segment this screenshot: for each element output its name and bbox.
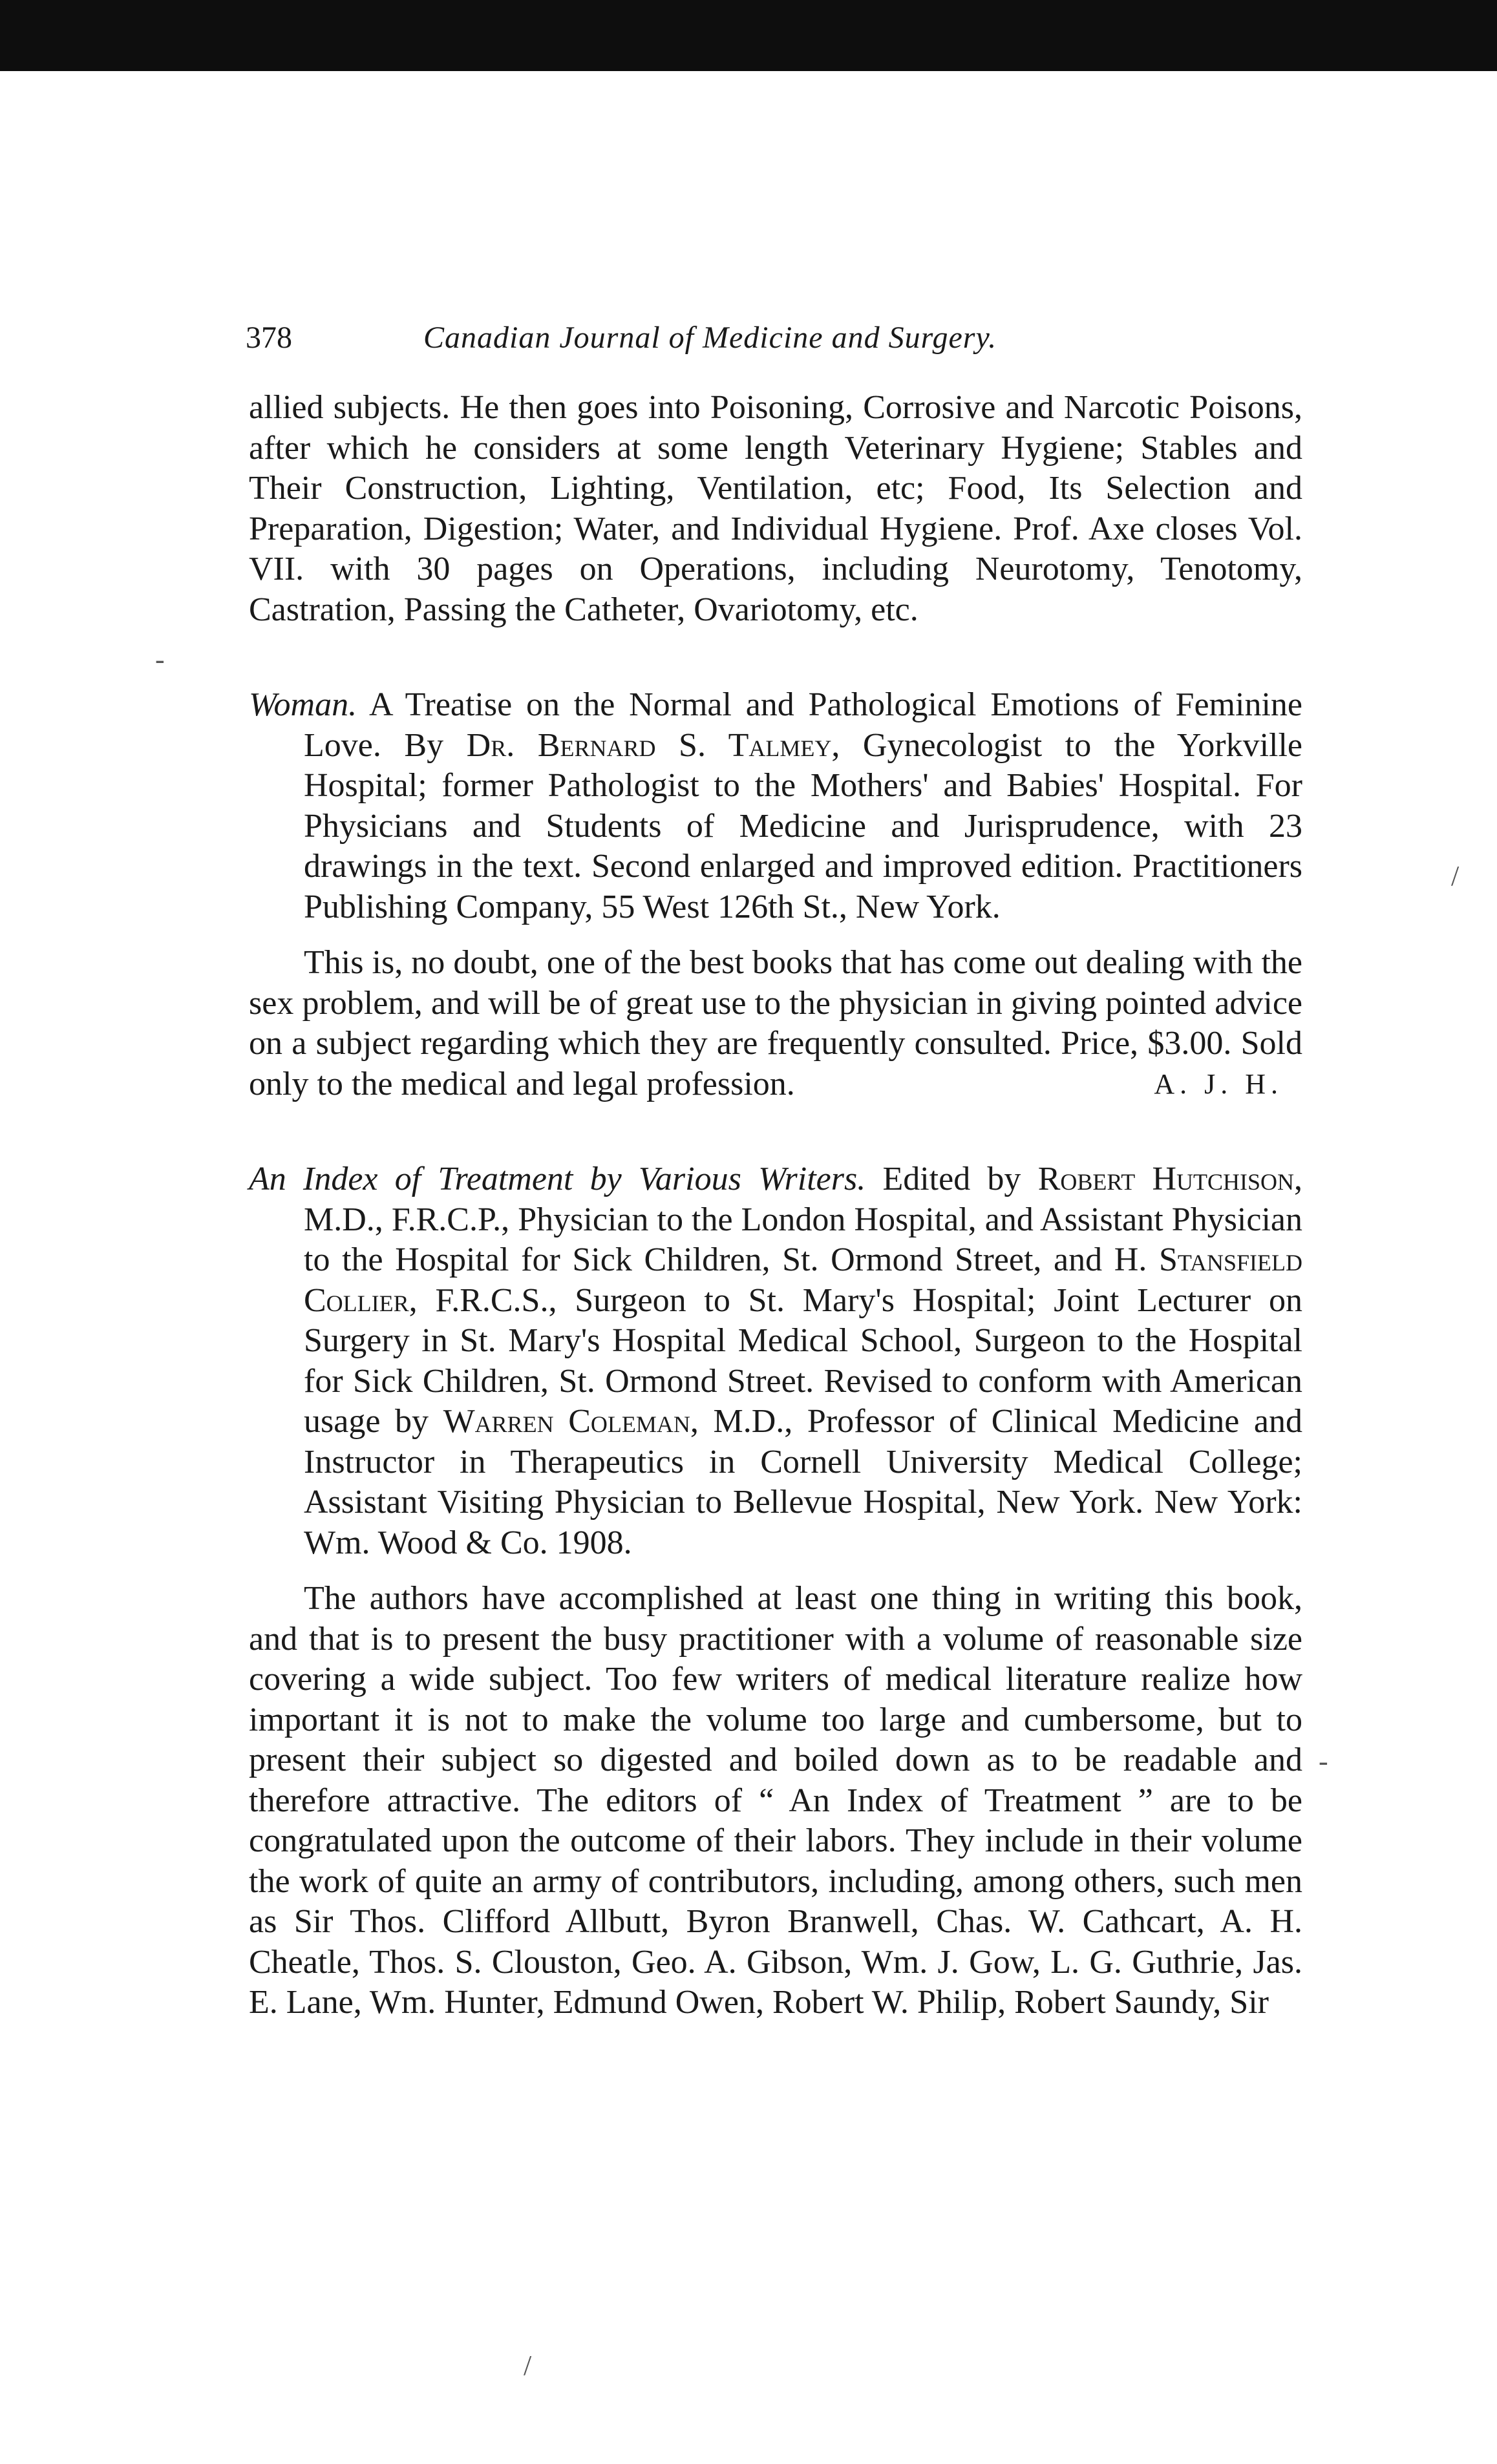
citation-text: M.D., F.R.C.P., Physician to the London Hospital, and Assistant Physician to the Hospital for Sick Children, St. Ormond Street, and — [304, 1201, 1302, 1278]
reviewer-signature: A. J. H. — [1154, 1068, 1283, 1100]
review-text: This is, no doubt, one of the best books that has come out dealing with the sex problem, and will be of great use to the physician in giving pointed advice on a subject regarding which they are frequently consulted. Price, $3.00. Sold only to the medical and legal profession. — [249, 944, 1302, 1102]
margin-mark: - — [1319, 1745, 1328, 1777]
section-spacer — [249, 1104, 1302, 1159]
reviser-name: Warren Coleman, — [443, 1403, 699, 1440]
review-body-index: The authors have accomplished at least one thing in writing this book, and that is to present the busy practitioner with a volume of reasonable size covering a wide subject. Too few writers of medical literature realize how important it is not to make the volume too large and cumbersome, but to present their subject so digested and boiled down as to be readable and therefore attractive. The editors of “ An Index of Treatment ” are to be congratulated upon the outcome of their labors. They include in their volume the work of quite an army of contributors, including, among others, such men as Sir Thos. Clifford Allbutt, Byron Branwell, Chas. W. Cathcart, A. H. Cheatle, Thos. S. Clouston, Geo. A. Gibson, Wm. J. Gow, L. G. Guthrie, Jas. E. Lane, Wm. Hunter, Edmund Owen, Robert W. Philip, Robert Saundy, Sir — [249, 1580, 1302, 2021]
intro-paragraph: allied subjects. He then goes into Poisoning, Corrosive and Narcotic Poisons, after which he considers at some length Veterinary Hygiene; Stables and Their Construction, Lighting, Ventilation, etc; Food, Its Selection and Preparation, Digestion; Water, and Individual Hygiene. Prof. Axe closes Vol. VII. with 30 pages on Operations, including Neurotomy, Tenotomy, Castration, Passing the Catheter, Ovariotomy, etc. — [249, 389, 1302, 628]
page-number: 378 — [246, 321, 292, 355]
review-citation-woman — [249, 685, 1302, 927]
review-citation-index — [249, 1159, 1302, 1563]
citation-text: M.D., Professor of Clinical Medicine and Instructor in Therapeutics in Cornell University Medical College; Assistant Visiting Physician to Bellevue Hospital, New York. New York: Wm. Wood & Co. 1908. — [304, 1403, 1302, 1561]
margin-mark: - — [155, 644, 165, 675]
author-name: Dr. Bernard S. Talmey, — [466, 726, 840, 764]
page-body — [249, 388, 1302, 2023]
review-body-woman — [249, 943, 1302, 1104]
margin-mark: / — [1451, 860, 1460, 892]
book-title: An Index of Treatment by Various Writers. — [249, 1161, 866, 1197]
citation-text: A Treatise on the Normal and Pathological Emotions of Feminine Love. By — [304, 686, 1302, 764]
editor-name: H. Stansfield Collier, — [304, 1241, 1303, 1319]
section-spacer — [249, 630, 1302, 685]
margin-mark: / — [524, 2350, 532, 2381]
citation-text: Gynecologist to the Yorkville Hospital; former Pathologist to the Mothers' and Babies' Hospital. For Physicians and Students of Medicine and Jurisprudence, with 23 drawings in the text. Second enlarged and improved edition. Practitioners Publishing Company, 55 West 126th St., New York. — [304, 726, 1302, 925]
paragraph-spacer — [249, 927, 1302, 943]
journal-title: Canadian Journal of Medicine and Surgery. — [423, 321, 997, 355]
book-title: Woman. — [249, 686, 357, 723]
running-header — [246, 315, 1306, 361]
citation-text: Edited by — [882, 1161, 1021, 1197]
scan-edge-bar — [0, 0, 1497, 71]
editor-name: Robert Hutchison, — [1037, 1161, 1303, 1197]
paragraph-spacer — [249, 1563, 1302, 1579]
citation-text: F.R.C.S., Surgeon to St. Mary's Hospital; Joint Lecturer on Surgery in St. Mary's Hospital Medical School, Surgeon to the Hospital for Sick Children, St. Ormond Street. Revised to conform with American usage by — [304, 1281, 1302, 1440]
